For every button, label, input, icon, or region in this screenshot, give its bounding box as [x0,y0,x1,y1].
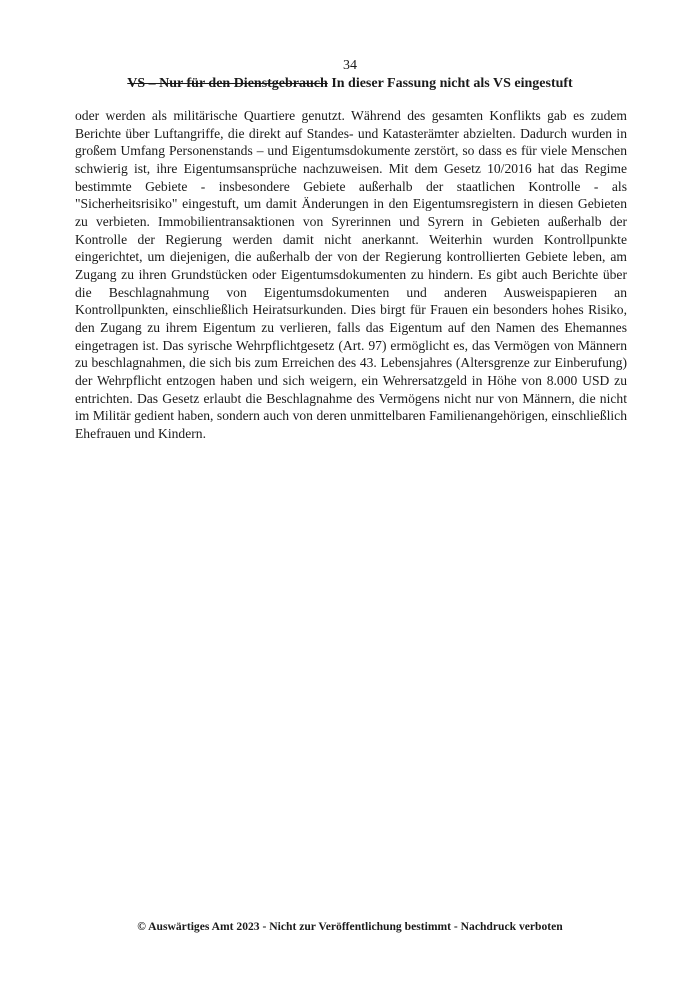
classification-struck-text: VS – Nur für den Dienstgebrauch [127,76,328,91]
classification-text: In dieser Fassung nicht als VS eingestuft [331,76,573,91]
body-line: Kontrollpunkten, einschließlich Heiratsurkunden. Dies birgt für Frauen ein besonders hohes Risiko, [75,302,627,318]
body-line: entrichten. Das Gesetz erlaubt die Beschlagnahme des Vermögens nicht nur von Männern, die nicht [75,390,627,406]
body-line: bestimmte Gebiete - insbesondere Gebiete außerhalb der staatlichen Kontrolle - als [75,178,627,194]
body-line: im Militär gedient haben, sondern auch von deren unmittelbaren Familienangehörigen, einschließlich [75,408,627,424]
body-line: eingetragen ist. Das syrische Wehrpflichtgesetz (Art. 97) ermöglicht es, das Vermögen von Männern [75,337,627,353]
body-line: schwierig ist, ihre Eigentumsansprüche nachzuweisen. Mit dem Gesetz 10/2016 hat das Regime [75,160,627,176]
page-number: 34 [343,58,357,73]
body-line: Kontrolle der Regierung werden damit nicht anerkannt. Weiterhin wurden Kontrollpunkte [75,231,627,247]
body-line: der Wehrpflicht entzogen haben und sich weigern, ein Wehrersatzgeld in Höhe von 8.000 USD zu [75,372,627,388]
body-line: den Zugang zu ihrem Eigentum zu verlieren, falls das Eigentum auf den Namen des Ehemannes [75,319,627,335]
body-line: oder werden als militärische Quartiere genutzt. Während des gesamten Konflikts gab es zudem [75,108,627,123]
body-line: zu beschlagnahmen, die sich bis zum Erreichen des 43. Lebensjahres (Altersgrenze zur Einberufung) [75,355,627,371]
body-line: großem Umfang Personenstands – und Eigentumsdokumente zerstört, so dass es für viele Menschen [75,143,627,159]
body-line: eingerichtet, um diejenigen, die außerhalb der von der Regierung kontrollierten Gebiete leben, am [75,249,627,265]
body-line: die Beschlagnahmung von Eigentumsdokumenten und anderen Ausweispapieren an [75,284,627,300]
classification-header [0,76,700,92]
body-line: Berichte über Luftangriffe, die direkt auf Standes- und Katasterämter abzielten. Dadurch wurden in [75,125,627,141]
copyright-footer: © Auswärtiges Amt 2023 - Nicht zur Veröffentlichung bestimmt - Nachdruck verboten [137,920,563,933]
body-line: zu verbieten. Immobilientransaktionen von Syrerinnen und Syrern in Gebieten außerhalb der [75,213,627,229]
body-paragraph [75,107,627,442]
body-line: "Sicherheitsrisiko" eingestuft, um damit Änderungen in den Eigentumsregistern in diesen Gebieten [75,196,627,212]
body-line: Ehefrauen und Kindern. [75,425,206,441]
body-line: Zugang zu ihren Grundstücken oder Eigentumsdokumenten zu hindern. Es gibt auch Berichte über [75,266,627,282]
